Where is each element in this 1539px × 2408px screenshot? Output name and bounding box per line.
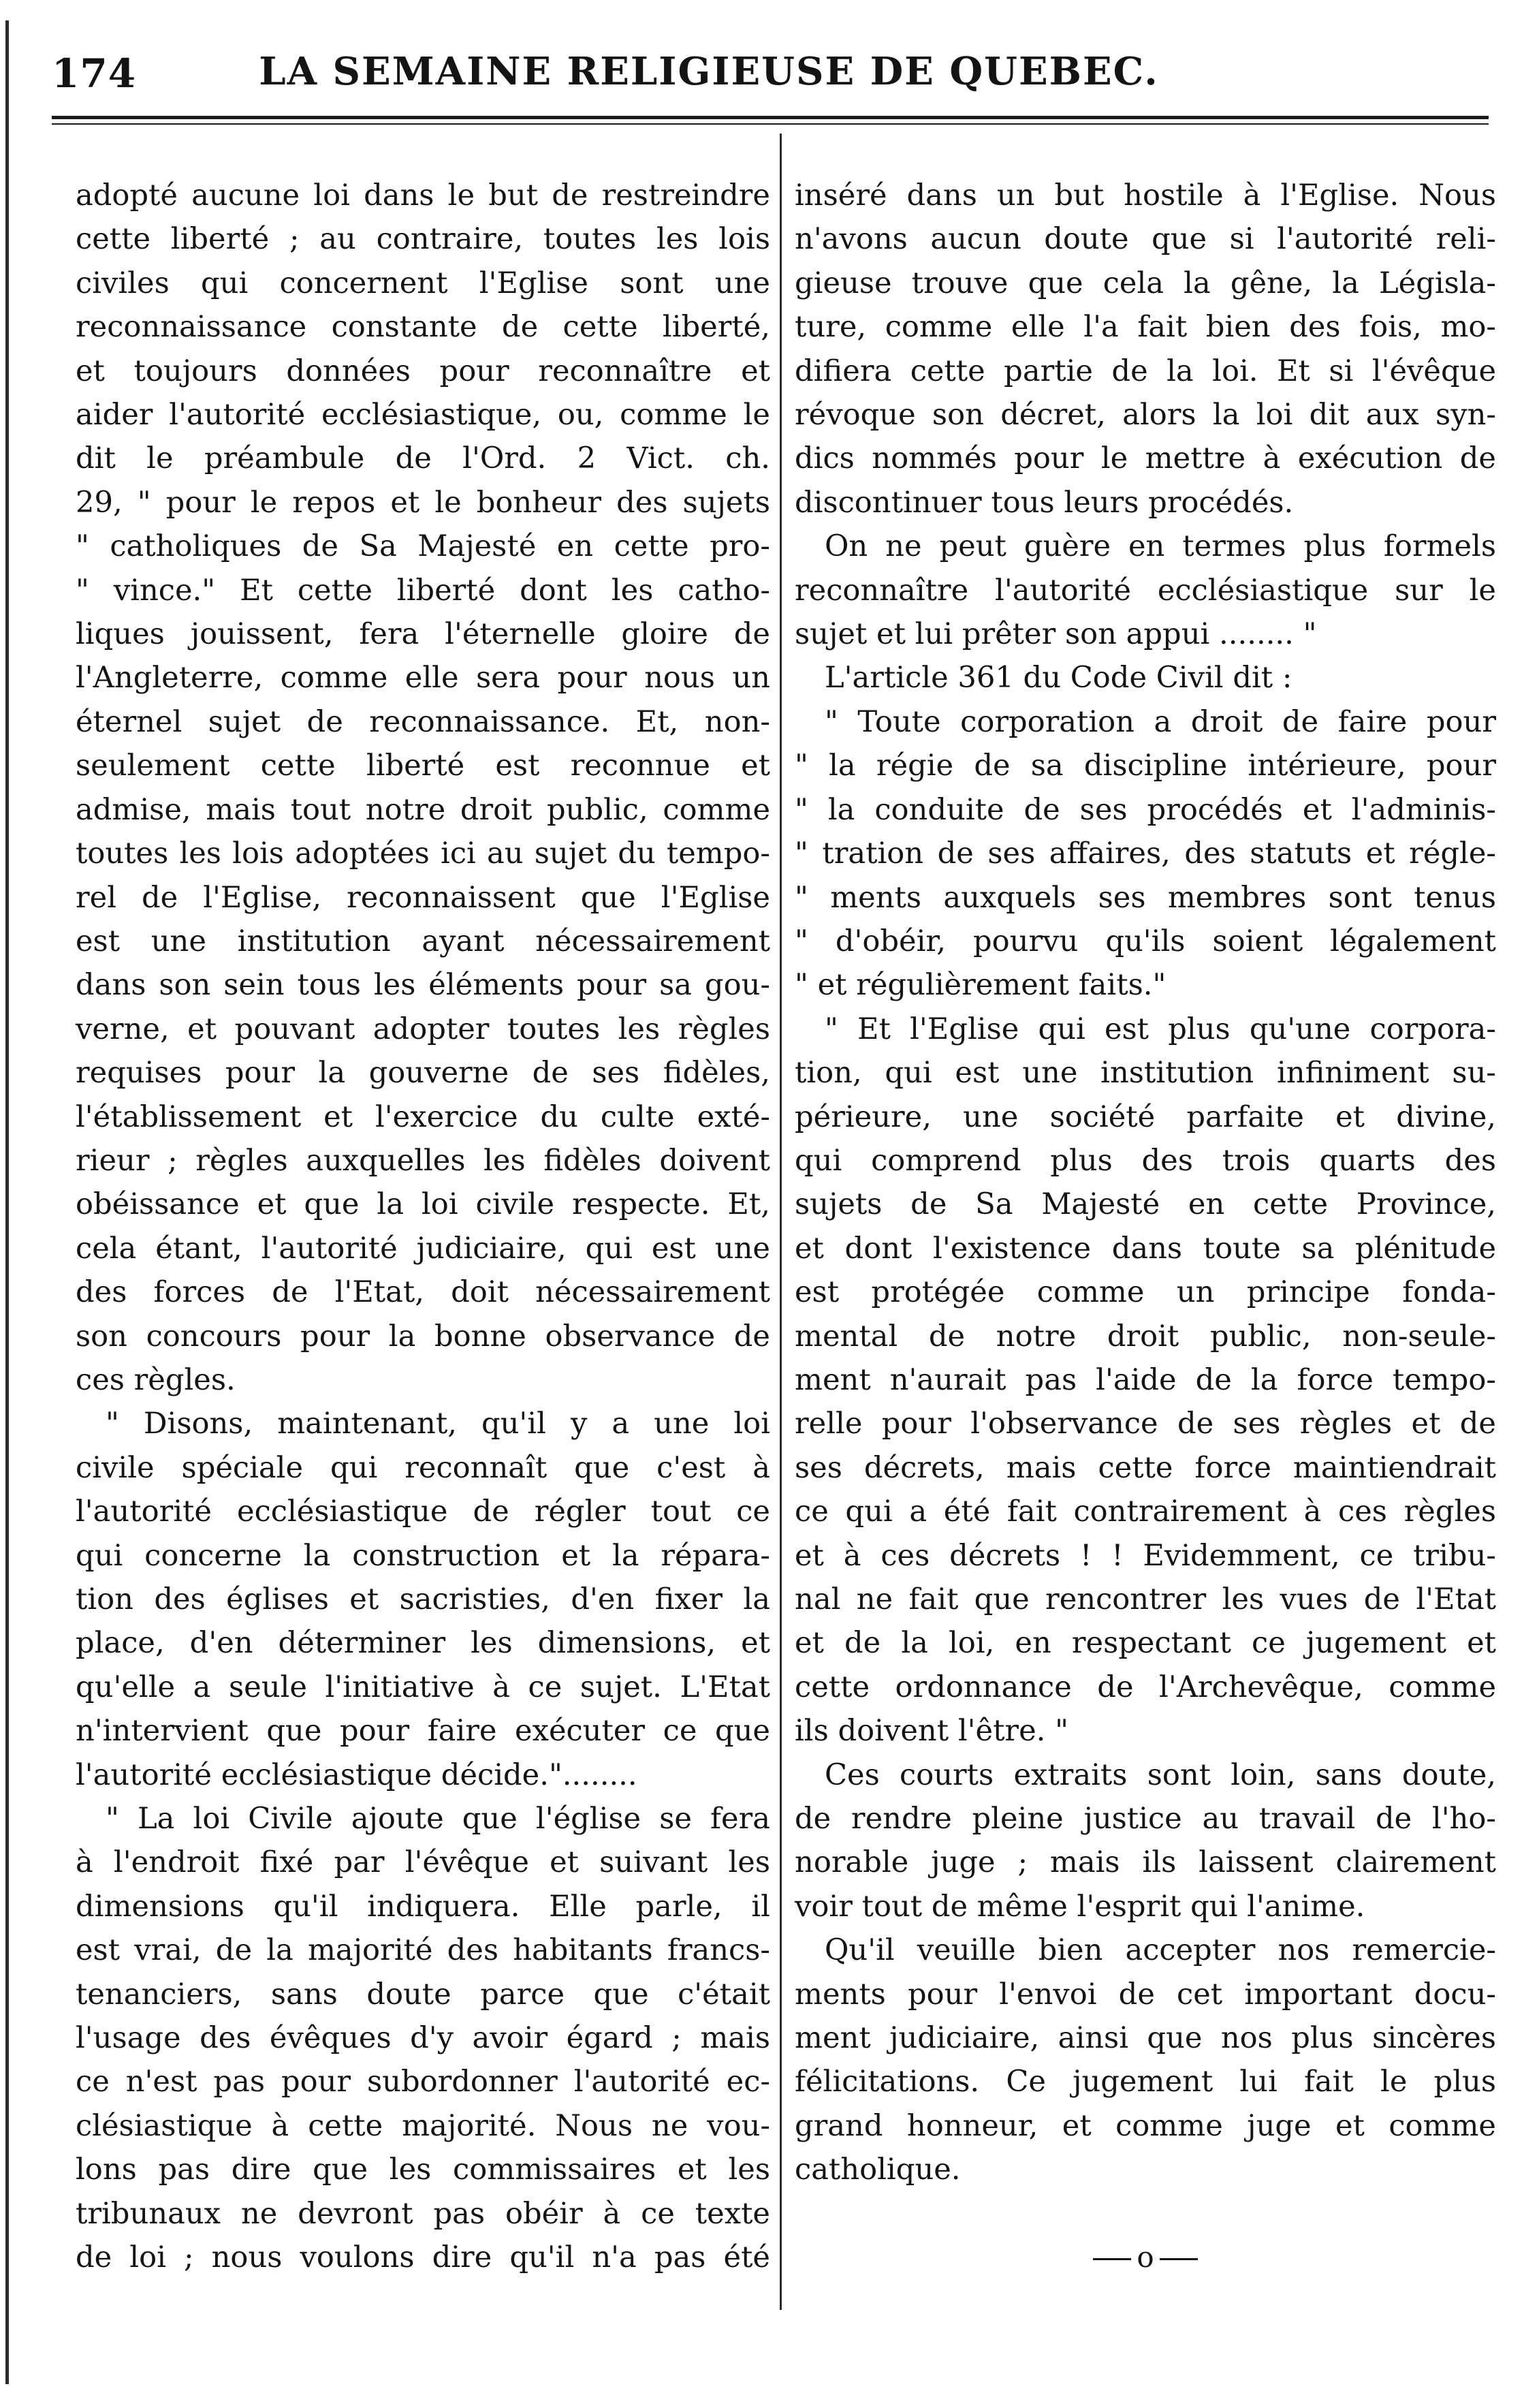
text-line: félicitations. Ce jugement lui fait le plus xyxy=(795,2065,1496,2099)
text-line: verne, et pouvant adopter toutes les règles xyxy=(76,1012,770,1046)
text-line: Ces courts extraits sont loin, sans doute, xyxy=(825,1757,1496,1792)
text-line: " Toute corporation a droit de faire pour xyxy=(825,704,1496,739)
text-line: qui comprend plus des trois quarts des xyxy=(795,1143,1496,1178)
text-line: sujet et lui prêter son appui ........ " xyxy=(795,617,1317,652)
right-column xyxy=(795,174,1496,2279)
text-line: " Disons, maintenant, qu'il y a une loi xyxy=(106,1407,770,1441)
text-line: ce n'est pas pour subordonner l'autorité ec- xyxy=(76,2065,770,2099)
text-line: rieur ; règles auxquelles les fidèles doivent xyxy=(76,1143,770,1178)
text-line: cette ordonnance de l'Archevêque, comme xyxy=(795,1670,1496,1704)
text-line: discontinuer tous leurs procédés. xyxy=(795,485,1294,520)
text-line: " la régie de sa discipline intérieure, pour xyxy=(795,749,1496,783)
text-line: l'autorité ecclésiastique décide."........ xyxy=(76,1757,637,1792)
text-line: ment n'aurait pas l'aide de la force tempo- xyxy=(795,1362,1496,1397)
text-line: grand honneur, et comme juge et comme xyxy=(795,2108,1496,2143)
ornament-glyph: o xyxy=(1137,2240,1154,2274)
text-line: et de la loi, en respectant ce jugement et xyxy=(795,1626,1496,1661)
text-line: l'Angleterre, comme elle sera pour nous un xyxy=(76,661,770,695)
text-line: dit le préambule de l'Ord. 2 Vict. ch. xyxy=(76,441,770,476)
text-line: L'article 361 du Code Civil dit : xyxy=(825,661,1292,695)
text-line: n'intervient que pour faire exécuter ce que xyxy=(76,1714,770,1749)
header-rule-secondary xyxy=(52,123,1489,125)
text-line: seulement cette liberté est reconnue et xyxy=(76,749,770,783)
text-line: 29, " pour le repos et le bonheur des sujets xyxy=(76,485,770,520)
text-line: requises pour la gouverne de ses fidèles, xyxy=(76,1056,770,1091)
text-line: relle pour l'observance de ses règles et de xyxy=(795,1407,1496,1441)
text-line: reconnaissance constante de cette liberté, xyxy=(76,310,770,345)
column-divider xyxy=(780,134,782,2310)
text-line: tion, qui est une institution infiniment su- xyxy=(795,1056,1496,1091)
text-line: tion des églises et sacristies, d'en fixer la xyxy=(76,1582,770,1616)
text-line: révoque son décret, alors la loi dit aux syn- xyxy=(795,398,1496,433)
text-line: l'autorité ecclésiastique de régler tout ce xyxy=(76,1495,770,1529)
text-line: et toujours données pour reconnaître et xyxy=(76,354,770,388)
text-line: tenanciers, sans doute parce que c'était xyxy=(76,1977,770,2012)
text-line: " catholiques de Sa Majesté en cette pro- xyxy=(76,529,770,564)
text-line: ce qui a été fait contrairement à ces règles xyxy=(795,1495,1496,1529)
text-line: éternel sujet de reconnaissance. Et, non- xyxy=(76,704,770,739)
text-line: cette liberté ; au contraire, toutes les lois xyxy=(76,222,770,257)
text-line: gieuse trouve que cela la gêne, la Législa- xyxy=(795,266,1496,300)
text-line: " la conduite de ses procédés et l'adminis- xyxy=(795,792,1496,827)
text-line: On ne peut guère en termes plus formels xyxy=(825,529,1496,564)
text-line: mental de notre droit public, non-seule- xyxy=(795,1319,1496,1354)
text-line: difiera cette partie de la loi. Et si l'évêque xyxy=(795,354,1496,388)
text-line: ses décrets, mais cette force maintiendrait xyxy=(795,1450,1496,1485)
page-number: 174 xyxy=(52,50,137,97)
text-line: inséré dans un but hostile à l'Eglise. Nous xyxy=(795,178,1496,213)
text-line: est une institution ayant nécessairement xyxy=(76,924,770,958)
text-line: admise, mais tout notre droit public, comme xyxy=(76,792,770,827)
text-line: ces règles. xyxy=(76,1362,236,1397)
text-line: " et régulièrement faits." xyxy=(795,968,1167,1003)
text-line: civiles qui concernent l'Eglise sont une xyxy=(76,266,770,300)
text-line: n'avons aucun doute que si l'autorité reli- xyxy=(795,222,1496,257)
text-line: l'établissement et l'exercice du culte exté- xyxy=(76,1099,770,1134)
text-line: des forces de l'Etat, doit nécessairement xyxy=(76,1275,770,1310)
text-line: ils doivent l'être. " xyxy=(795,1714,1068,1749)
text-line: nal ne fait que rencontrer les vues de l'Etat xyxy=(795,1582,1496,1616)
text-line: et à ces décrets ! ! Evidemment, ce tribu- xyxy=(795,1538,1496,1573)
text-line: toutes les lois adoptées ici au sujet du tempo- xyxy=(76,836,770,871)
text-line: tribunaux ne devront pas obéir à ce texte xyxy=(76,2196,770,2231)
text-line: qui concerne la construction et la répara- xyxy=(76,1538,770,1573)
text-line: obéissance et que la loi civile respecte. Et, xyxy=(76,1187,770,1222)
left-margin-rule xyxy=(5,20,9,2384)
text-line: et dont l'existence dans toute sa plénitude xyxy=(795,1231,1496,1266)
text-line: norable juge ; mais ils laissent clairement xyxy=(795,1845,1496,1880)
text-line: cela étant, l'autorité judiciaire, qui est une xyxy=(76,1231,770,1266)
page-header xyxy=(52,38,1489,109)
left-column xyxy=(76,174,770,2280)
text-line: dans son sein tous les éléments pour sa gou- xyxy=(76,968,770,1003)
text-line: " d'obéir, pourvu qu'ils soient légalement xyxy=(795,924,1496,958)
text-line: " tration de ses affaires, des statuts et régle- xyxy=(795,836,1496,871)
text-line: liques jouissent, fera l'éternelle gloire de xyxy=(76,617,770,652)
text-line: ments pour l'envoi de cet important docu- xyxy=(795,1977,1496,2012)
text-line: périeure, une société parfaite et divine, xyxy=(795,1099,1496,1134)
text-line: clésiastique à cette majorité. Nous ne vou- xyxy=(76,2108,770,2143)
text-line: rel de l'Eglise, reconnaissent que l'Eglise xyxy=(76,880,770,915)
section-end-ornament xyxy=(795,2236,1496,2279)
text-line: " Et l'Eglise qui est plus qu'une corpora- xyxy=(825,1012,1496,1046)
text-line: " ments auxquels ses membres sont tenus xyxy=(795,880,1496,915)
text-line: l'usage des évêques d'y avoir égard ; mais xyxy=(76,2021,770,2056)
text-line: " La loi Civile ajoute que l'église se fera xyxy=(106,1802,770,1836)
text-line: " vince." Et cette liberté dont les catho- xyxy=(76,573,770,608)
text-line: est vrai, de la majorité des habitants francs- xyxy=(76,1933,770,1968)
text-line: de rendre pleine justice au travail de l'ho- xyxy=(795,1802,1496,1836)
text-line: civile spéciale qui reconnaît que c'est à xyxy=(76,1450,770,1485)
header-rule xyxy=(52,116,1489,119)
text-line: aider l'autorité ecclésiastique, ou, comme le xyxy=(76,398,770,433)
text-line: ment judiciaire, ainsi que nos plus sincères xyxy=(795,2021,1496,2056)
running-title: LA SEMAINE RELIGIEUSE DE QUEBEC. xyxy=(259,49,1159,94)
text-line: à l'endroit fixé par l'évêque et suivant les xyxy=(76,1845,770,1880)
text-line: ture, comme elle l'a fait bien des fois, mo- xyxy=(795,310,1496,345)
text-line: dics nommés pour le mettre à exécution de xyxy=(795,441,1496,476)
text-line: son concours pour la bonne observance de xyxy=(76,1319,770,1354)
text-line: de loi ; nous voulons dire qu'il n'a pas été xyxy=(76,2240,770,2275)
text-line: Qu'il veuille bien accepter nos remercie- xyxy=(825,1933,1496,1968)
text-line: adopté aucune loi dans le but de restreindre xyxy=(76,178,770,213)
text-line: voir tout de même l'esprit qui l'anime. xyxy=(795,1889,1365,1924)
text-line: sujets de Sa Majesté en cette Province, xyxy=(795,1187,1496,1222)
text-line: dimensions qu'il indiquera. Elle parle, il xyxy=(76,1889,770,1924)
text-line: est protégée comme un principe fonda- xyxy=(795,1275,1496,1310)
text-line: lons pas dire que les commissaires et les xyxy=(76,2153,770,2187)
text-line: catholique. xyxy=(795,2153,961,2187)
text-line: reconnaître l'autorité ecclésiastique sur le xyxy=(795,573,1496,608)
text-line: qu'elle a seule l'initiative à ce sujet. L'Etat xyxy=(76,1670,770,1704)
text-line: place, d'en déterminer les dimensions, et xyxy=(76,1626,770,1661)
